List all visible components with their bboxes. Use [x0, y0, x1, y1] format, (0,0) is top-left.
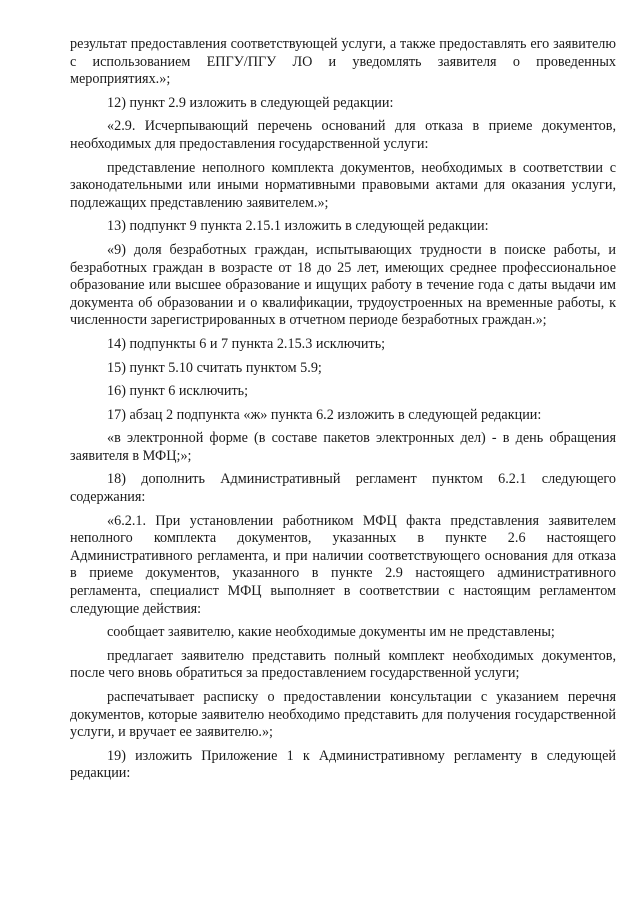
document-page	[70, 36, 616, 789]
paragraph-item-14: 14) подпункты 6 и 7 пункта 2.15.3 исключить;	[107, 335, 386, 352]
paragraph-clause-2-9: «2.9. Исчерпывающий перечень оснований для отказа в приеме документов, необходимых для предоставления государственной услуги:	[70, 118, 616, 152]
paragraph-item-18: 18) дополнить Административный регламент пунктом 6.2.1 следующего содержания:	[70, 471, 616, 506]
paragraph-item-13: 13) подпункт 9 пункта 2.15.1 изложить в следующей редакции:	[107, 218, 489, 235]
paragraph-print-receipt: распечатывает расписку о предоставлении консультации с указанием перечня документов, которые заявителю необходимо представить для получения государственной услуги, и вручает ее заявителю.»;	[70, 689, 616, 741]
paragraph-inform-applicant: сообщает заявителю, какие необходимые документы им не представлены;	[107, 624, 555, 641]
paragraph-electronic-form: «в электронной форме (в составе пакетов электронных дел) - в день обращения заявителя в МФЦ;»;	[70, 430, 616, 464]
paragraph-item-12: 12) пункт 2.9 изложить в следующей редакции:	[107, 94, 394, 111]
paragraph-clause-6-2-1: «6.2.1. При установлении работником МФЦ факта представления заявителем неполного комплекта документов, указанных в пункте 2.6 настоящего Административного регламента, и при наличии соответствующего основания для отказа в приеме документов, указанного в пункте 2.9 настоящего административного регламента, специалист МФЦ выполняет в соответствии с настоящим регламентом следующие действия:	[70, 512, 616, 617]
paragraph-item-16: 16) пункт 6 исключить;	[107, 383, 249, 400]
paragraph-item-15: 15) пункт 5.10 считать пунктом 5.9;	[107, 359, 322, 376]
paragraph-incomplete-set: представление неполного комплекта документов, необходимых в соответствии с законодательными или иными нормативными правовыми актами для оказания услуги, подлежащих представлению заявителем.»;	[70, 159, 616, 211]
paragraph-item-17: 17) абзац 2 подпункта «ж» пункта 6.2 изложить в следующей редакции:	[107, 406, 542, 423]
paragraph-result-continuation: результат предоставления соответствующей услуги, а также предоставлять его заявителю с использованием ЕПГУ/ПГУ ЛО и уведомлять заявителя о проведенных мероприятиях.»;	[70, 36, 616, 88]
paragraph-offer-full-set: предлагает заявителю представить полный комплект необходимых документов, после чего вновь обратиться за предоставлением государственной услуги;	[70, 647, 616, 682]
paragraph-item-19: 19) изложить Приложение 1 к Административному регламенту в следующей редакции:	[70, 747, 616, 782]
paragraph-subclause-9: «9) доля безработных граждан, испытывающих трудности в поиске работы, и безработных граждан в возрасте от 18 до 25 лет, имеющих среднее профессиональное образование или высшее образование и ищущих работу в течение года с даты выдачи им документа об образовании и о квалификации, трудоустроенных на временные работы, к численности зарегистрированных в отчетном периоде безработных граждан.»;	[70, 241, 616, 329]
